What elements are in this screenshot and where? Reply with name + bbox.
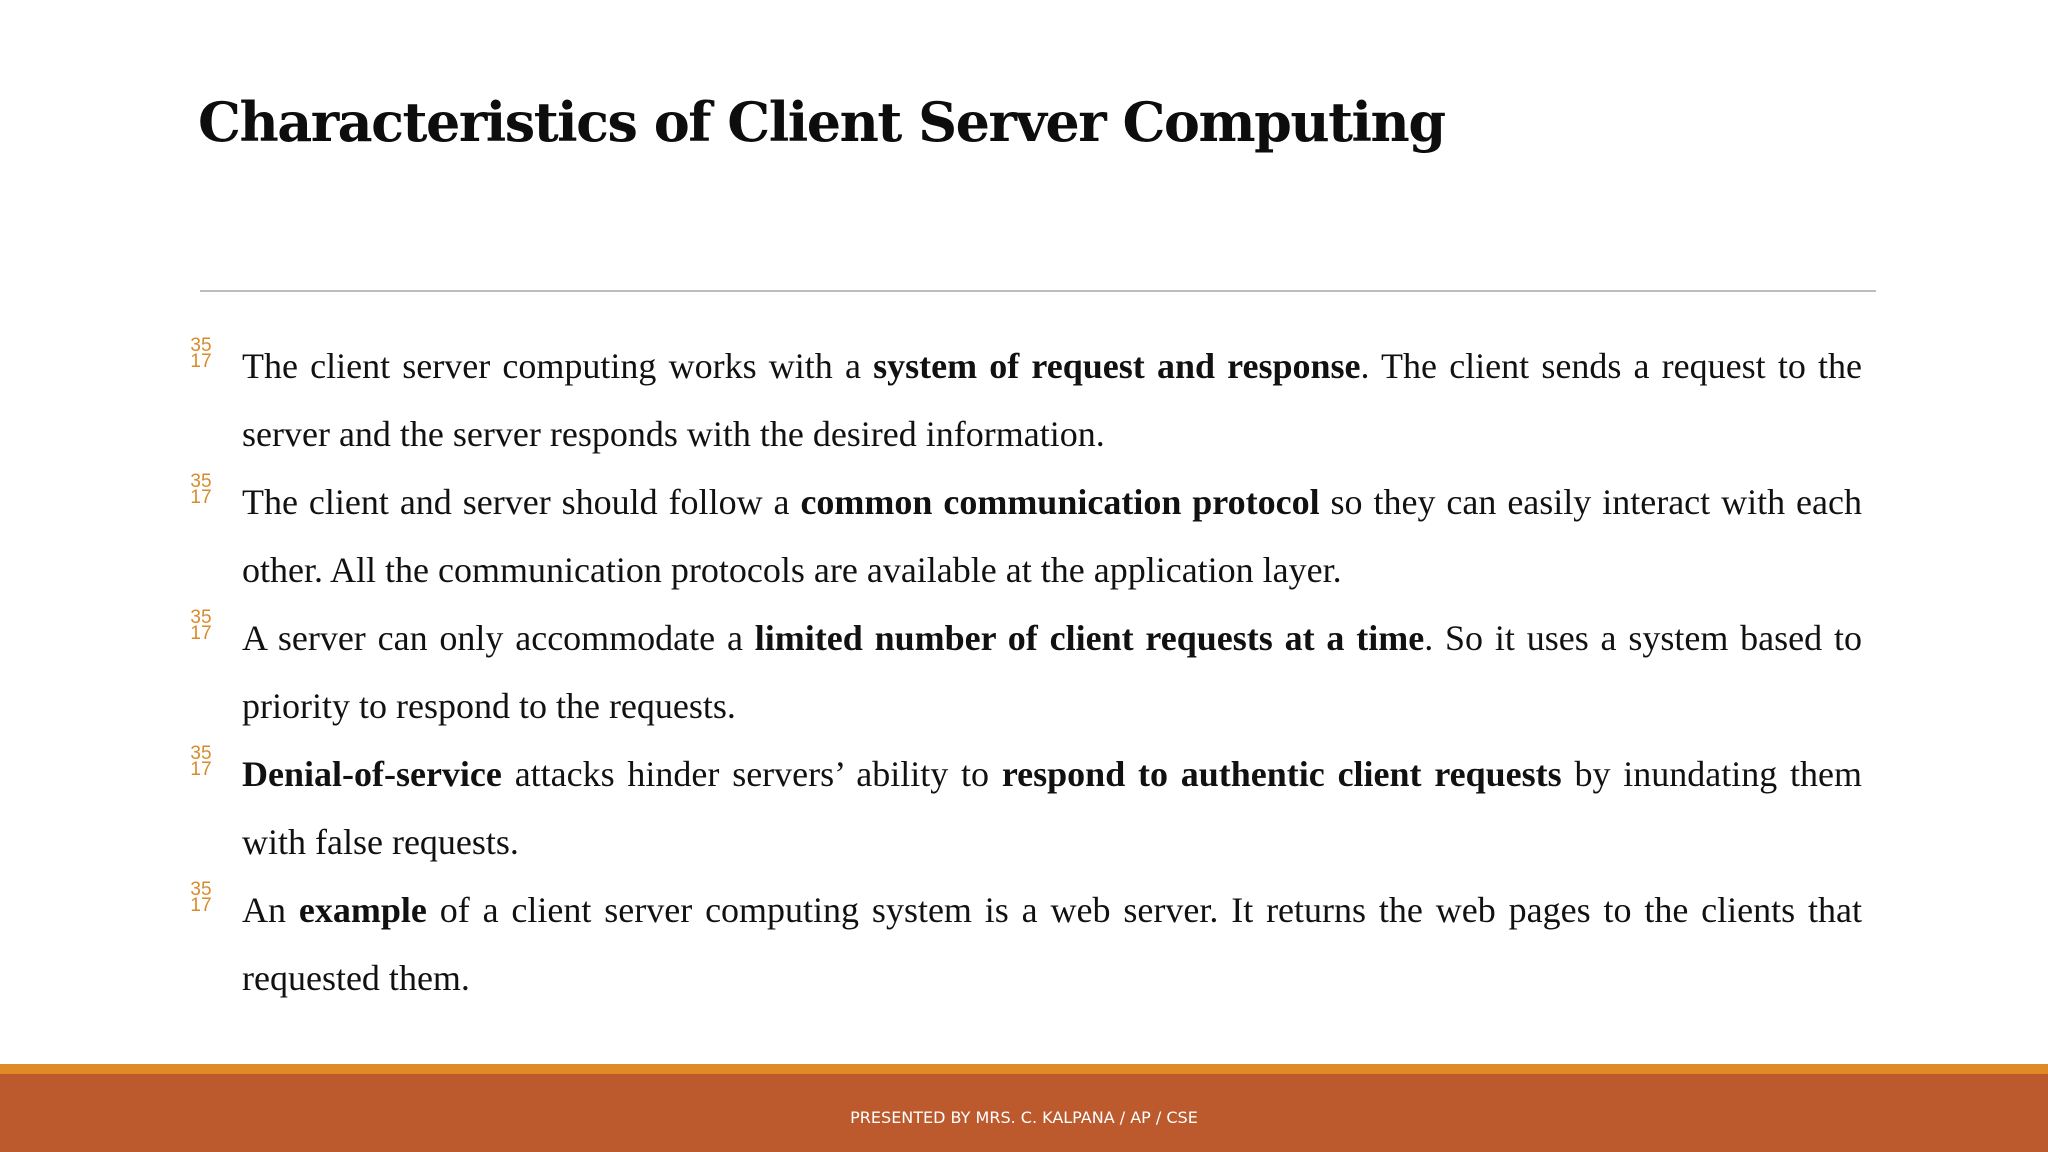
- footer-presenter-text: PRESENTED BY MRS. C. KALPANA / AP / CSE: [850, 1108, 1198, 1127]
- bullet-text: so they can easily interact with each other. All the communication protocols are available at the application layer.: [242, 482, 1862, 590]
- bullet-text: The client and server should follow a: [242, 482, 801, 522]
- bullet-text: by inundating them with false requests.: [242, 754, 1863, 862]
- bullet-text: attacks hinder servers’ ability to: [501, 754, 1002, 794]
- bullet-text: . So it uses a system based to priority to respond to the requests.: [242, 618, 1862, 726]
- bullet-marker-icon: [186, 607, 216, 644]
- bullet-emphasis: common communication protocol: [800, 482, 1320, 522]
- bullet-marker-icon: [186, 879, 216, 916]
- marker-bottom: 17: [190, 623, 212, 644]
- footer-band: [0, 1074, 2048, 1152]
- bullet-item-2: [186, 468, 1862, 604]
- bullet-item-1: [186, 332, 1862, 468]
- marker-bottom: 17: [190, 487, 212, 508]
- bullet-item-3: [186, 604, 1862, 740]
- bullet-list: [186, 332, 1862, 1012]
- marker-bottom: 17: [190, 895, 212, 916]
- bullet-emphasis: system of request and response: [873, 346, 1361, 386]
- bullet-emphasis: example: [298, 890, 427, 930]
- marker-bottom: 17: [190, 351, 212, 372]
- bullet-text: An: [242, 890, 299, 930]
- marker-top: 35: [190, 743, 212, 764]
- bullet-text: . The client sends a request to the server and the server responds with the desired information.: [242, 346, 1862, 454]
- bullet-emphasis: Denial-of-service: [242, 754, 502, 794]
- bullet-item-4: [186, 740, 1862, 876]
- bullet-marker-icon: [186, 335, 216, 372]
- slide-title: Characteristics of Client Server Computing: [198, 90, 1445, 154]
- bullet-text: A server can only accommodate a: [242, 618, 755, 658]
- bullet-marker-icon: [186, 471, 216, 508]
- title-divider: [200, 290, 1876, 292]
- marker-top: 35: [190, 607, 212, 628]
- marker-top: 35: [190, 335, 212, 356]
- bullet-emphasis: respond to authentic client requests: [1001, 754, 1562, 794]
- bullet-text: of a client server computing system is a web server. It returns the web pages to the clients that requested them.: [242, 890, 1862, 998]
- bullet-emphasis: limited number of client requests at a time: [754, 618, 1425, 658]
- bullet-marker-icon: [186, 743, 216, 780]
- marker-top: 35: [190, 879, 212, 900]
- bullet-item-5: [186, 876, 1862, 1012]
- footer-accent-stripe: [0, 1064, 2048, 1074]
- marker-bottom: 17: [190, 759, 212, 780]
- marker-top: 35: [190, 471, 212, 492]
- bullet-text: The client server computing works with a: [242, 346, 874, 386]
